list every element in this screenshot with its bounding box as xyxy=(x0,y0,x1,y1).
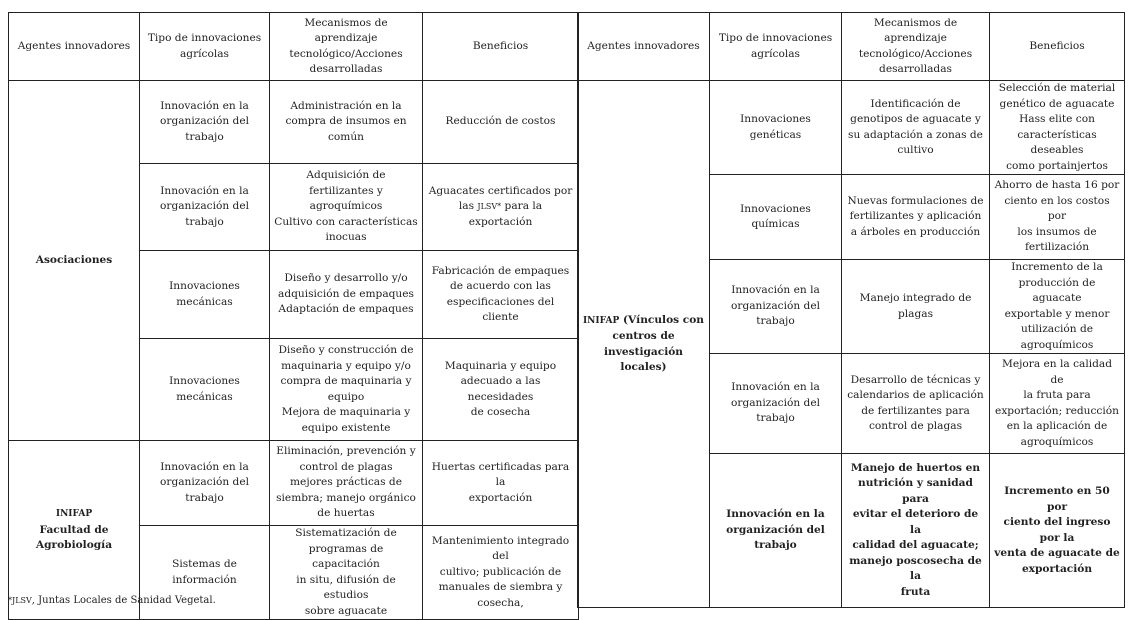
right-table xyxy=(577,12,1125,608)
beneficio-cell: Maquinaria y equipo adecuado a las necesidades de cosecha xyxy=(423,339,579,441)
left-table xyxy=(8,12,579,620)
beneficio-text: Aguacates certificados por las xyxy=(428,184,573,213)
footnote-text: , Juntas Locales de Sanidad Vegetal. xyxy=(31,595,216,606)
footnote xyxy=(8,595,216,606)
header-tipo: Tipo de innovaciones agrícolas xyxy=(710,13,842,81)
tipo-cell: Innovación en la organización del trabajo xyxy=(710,354,842,454)
header-mecanismos: Mecanismos de aprendizaje tecnológico/Acciones desarrolladas xyxy=(842,13,990,81)
tipo-cell: Innovaciones químicas xyxy=(710,175,842,260)
table-row xyxy=(9,441,579,526)
mecanismo-cell: Sistematización de programas de capacitación in situ, difusión de estudios sobre aguacate xyxy=(270,526,423,620)
beneficio-cell: Mejora en la calidad de la fruta para exportación; reducción en la aplicación de agroquímicos xyxy=(990,354,1125,454)
mecanismo-cell: Nuevas formulaciones de fertilizantes y aplicación a árboles en producción xyxy=(842,175,990,260)
agent-asociaciones: Asociaciones xyxy=(9,81,140,441)
tipo-cell: Innovaciones genéticas xyxy=(710,81,842,175)
header-tipo: Tipo de innovaciones agrícolas xyxy=(140,13,270,81)
mecanismo-cell: Eliminación, prevención y control de plagas mejores prácticas de siembra; manejo orgánico de huertas xyxy=(270,441,423,526)
beneficio-text: para la exportación xyxy=(468,200,543,228)
beneficio-cell: Selección de material genético de aguacate Hass elite con características deseables como portainjertos xyxy=(990,81,1125,175)
mecanismo-cell: Desarrollo de técnicas y calendarios de aplicación de fertilizantes para control de plagas xyxy=(842,354,990,454)
beneficio-cell xyxy=(423,164,579,251)
mecanismo-cell: Adquisición de fertilizantes y agroquímicos Cultivo con características inocuas xyxy=(270,164,423,251)
tipo-cell: Innovaciones mecánicas xyxy=(140,339,270,441)
mecanismo-cell: Administración en la compra de insumos en común xyxy=(270,81,423,164)
jlsv-abbr: JLSV* xyxy=(477,202,502,212)
header-agentes: Agentes innovadores xyxy=(9,13,140,81)
beneficio-cell: Huertas certificadas para la exportación xyxy=(423,441,579,526)
agent-small: INIFAP xyxy=(582,315,620,326)
header-row xyxy=(9,13,579,81)
agent-inifap-facultad xyxy=(9,441,140,620)
footnote-abbr: *JLSV xyxy=(8,596,32,605)
beneficio-cell: Incremento en 50 por ciento del ingreso por la venta de aguacate de exportación xyxy=(990,454,1125,608)
agent-inifap-vinculos xyxy=(578,81,710,608)
tipo-cell: Innovación en la organización del trabajo xyxy=(710,454,842,608)
tipo-cell: Sistemas de información xyxy=(140,526,270,620)
header-mecanismos: Mecanismos de aprendizaje tecnológico/Acciones desarrolladas xyxy=(270,13,423,81)
mecanismo-cell: Manejo integrado de plagas xyxy=(842,260,990,354)
mecanismo-cell: Diseño y construcción de maquinaria y equipo y/o compra de maquinaria y equipo Mejora de maquinaria y equipo existente xyxy=(270,339,423,441)
beneficio-cell: Ahorro de hasta 16 por ciento en los costos por los insumos de fertilización xyxy=(990,175,1125,260)
beneficio-cell: Fabricación de empaques de acuerdo con las especificaciones del cliente xyxy=(423,251,579,339)
header-agentes: Agentes innovadores xyxy=(578,13,710,81)
tipo-cell: Innovación en la organización del trabajo xyxy=(140,441,270,526)
tipo-cell: Innovación en la organización del trabajo xyxy=(710,260,842,354)
table-row xyxy=(578,81,1125,175)
agent-small: INIFAP xyxy=(55,509,93,520)
header-beneficios: Beneficios xyxy=(423,13,579,81)
table-row xyxy=(9,81,579,164)
mecanismo-cell: Identificación de genotipos de aguacate y su adaptación a zonas de cultivo xyxy=(842,81,990,175)
agent-name: (Vínculos con centros de investigación locales) xyxy=(603,313,705,373)
beneficio-cell: Mantenimiento integrado del cultivo; publicación de manuales de siembra y cosecha, xyxy=(423,526,579,620)
tipo-cell: Innovación en la organización del trabajo xyxy=(140,81,270,164)
mecanismo-cell: Diseño y desarrollo y/o adquisición de empaques Adaptación de empaques xyxy=(270,251,423,339)
header-row xyxy=(578,13,1125,81)
beneficio-cell: Reducción de costos xyxy=(423,81,579,164)
tipo-cell: Innovación en la organización del trabajo xyxy=(140,164,270,251)
agent-name: Facultad de Agrobiología xyxy=(35,523,113,552)
beneficio-cell: Incremento de la producción de aguacate exportable y menor utilización de agroquímicos xyxy=(990,260,1125,354)
mecanismo-cell: Manejo de huertos en nutrición y sanidad para evitar el deterioro de la calidad del aguacate; manejo poscosecha de la fruta xyxy=(842,454,990,608)
header-beneficios: Beneficios xyxy=(990,13,1125,81)
tipo-cell: Innovaciones mecánicas xyxy=(140,251,270,339)
